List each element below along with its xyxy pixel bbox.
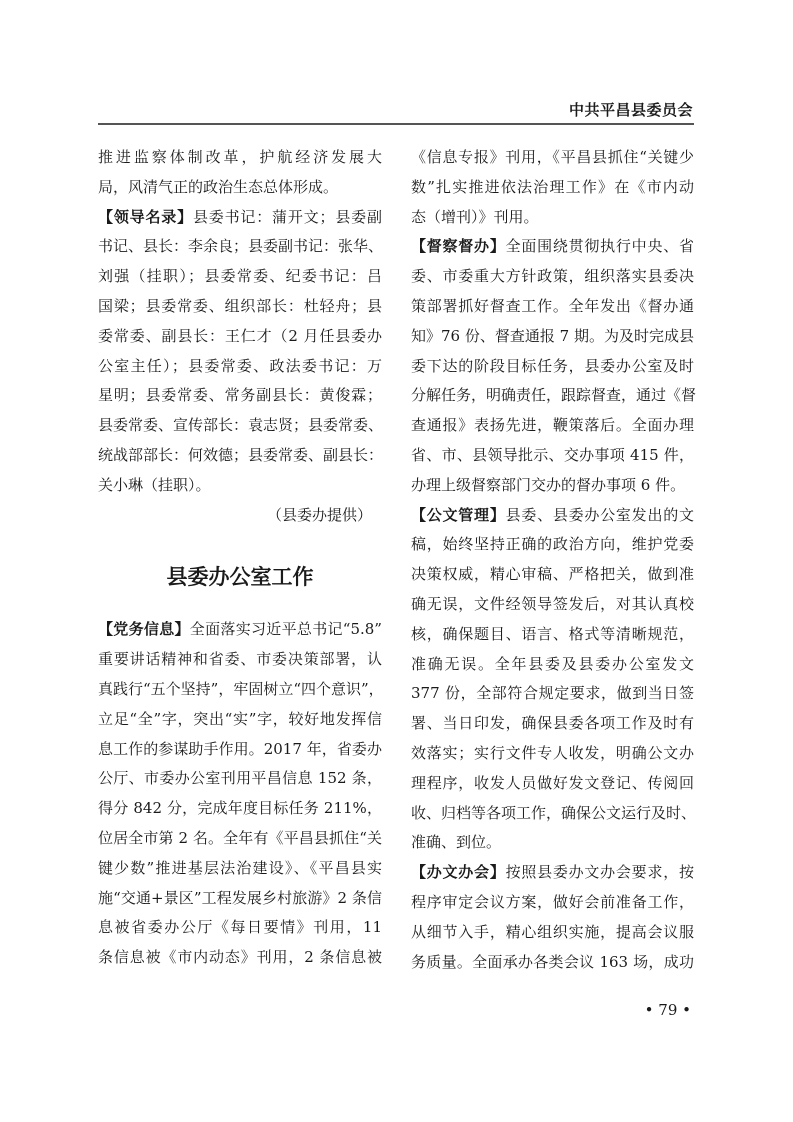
line-text: 数”扎实推进依法治理工作》在《市内动 (411, 177, 694, 196)
line-text: 刘强（挂职）；县委常委、纪委书记：吕 (98, 267, 382, 286)
line-text: 态（增刊）》刊用。 (411, 207, 539, 226)
text-line (411, 918, 694, 948)
page-number: • 79 • (644, 1001, 691, 1019)
text-line (411, 441, 694, 471)
text-line (411, 560, 694, 590)
text-line (98, 411, 382, 441)
text-line (411, 709, 694, 739)
line-text: 条信息被《市内动态》刊用，2 条信息被 (98, 948, 382, 967)
line-text: 从细节入手，精心组织实施，提高会议服 (411, 922, 694, 941)
text-line (411, 769, 694, 799)
line-text: 位居全市第 2 名。全年有《平昌县抓住“关 (98, 828, 382, 847)
text-line (98, 675, 382, 705)
text-line (98, 615, 382, 645)
line-text: 知》76 份、督查通报 7 期。为及时完成县 (411, 326, 694, 345)
text-line (98, 943, 382, 973)
paragraph-label: 【公文管理】 (411, 505, 506, 524)
line-text: 收、归档等各项工作，确保公文运行及时、 (411, 803, 697, 822)
line-text: 书记、县长：李余良；县委副书记：张华、 (98, 237, 384, 256)
paragraph (98, 143, 382, 203)
text-line (411, 828, 694, 858)
line-text: 策部署抓好督查工作。全年发出《督办通 (411, 296, 694, 315)
text-line (98, 764, 382, 794)
line-text: 息被省委办公厅《每日要情》刊用，11 (98, 918, 382, 937)
paragraph (411, 143, 694, 232)
text-line (411, 322, 694, 352)
line-text: 办理上级督察部门交办的督办事项 6 件。 (411, 475, 686, 494)
section-title: 县委办公室工作 (166, 564, 314, 590)
right-paragraphs (411, 143, 697, 977)
text-line (411, 352, 694, 382)
text-line (98, 262, 382, 292)
text-line (411, 173, 694, 203)
text-line (411, 381, 697, 411)
line-text: 全面落实习近平总书记“5.8” (189, 620, 382, 639)
line-text: 程序审定会议方案，做好会前准备工作， (411, 892, 694, 911)
text-line (411, 411, 694, 441)
line-text: 县委常委、宣传部长：袁志贤；县委常委、 (98, 416, 384, 435)
line-text: 施“交通+景区”工程发展乡村旅游》2 条信 (98, 888, 382, 907)
text-line (98, 322, 382, 352)
line-text: 署、当日印发，确保县委各项工作及时有 (411, 714, 694, 733)
line-text: 省、市、县领导批示、交办事项 415 件， (411, 445, 694, 464)
line-text: 按照县委办文办会要求，按 (505, 863, 694, 882)
text-line (411, 620, 694, 650)
text-line (98, 203, 382, 233)
text-line (411, 292, 694, 322)
text-line (98, 854, 382, 884)
text-line (98, 143, 382, 173)
paragraph-label: 【督察督办】 (411, 237, 506, 256)
line-text: 稿，始终坚持正确的政治方向，维护党委 (411, 535, 694, 554)
text-line (98, 232, 382, 262)
line-text: 委常委、副县长：王仁才（2 月任县委办 (98, 326, 382, 345)
line-text: 务质量。全面承办各类会议 163 场，成功 (411, 952, 694, 971)
labeled-paragraph (411, 232, 697, 500)
text-line (98, 471, 382, 501)
line-text: 国梁；县委常委、组织部长：杜轻舟；县 (98, 296, 382, 315)
left-paragraphs-top (98, 143, 382, 501)
text-line (411, 203, 694, 233)
line-text: 公室主任）；县委常委、政法委书记：万 (98, 356, 382, 375)
labeled-paragraph (411, 858, 694, 977)
text-line (411, 530, 694, 560)
running-header: 中共平昌县委员会 (568, 101, 693, 119)
line-text: 理程序，收发人员做好发文登记、传阅回 (411, 773, 694, 792)
text-line (98, 352, 382, 382)
text-line (98, 794, 382, 824)
paragraph-label: 【办文办会】 (411, 863, 506, 882)
line-text: 关小琳（挂职）。 (98, 475, 211, 494)
line-text: 确无误，文件经领导签发后，对其认真校 (411, 594, 694, 613)
text-line (411, 679, 694, 709)
line-text: 决策权威，精心审稿、严格把关，做到准 (411, 565, 694, 584)
text-line (411, 590, 694, 620)
right-column (411, 143, 697, 977)
labeled-paragraph (411, 501, 697, 859)
paragraph-label: 【领导名录】 (98, 207, 193, 226)
line-text: 公厅、市委办公室刊用平昌信息 152 条， (98, 769, 382, 788)
line-text: 准确、到位。 (411, 833, 502, 852)
text-line (411, 888, 694, 918)
text-line (98, 645, 382, 675)
text-line (411, 471, 694, 501)
text-line (98, 735, 382, 765)
line-text: 星明；县委常委、常务副县长：黄俊霖； (98, 386, 382, 405)
text-line (411, 739, 694, 769)
line-text: 统战部部长：何效德；县委常委、副县长： (98, 445, 384, 464)
line-text: 核，确保题目、语言、格式等清晰规范， (411, 624, 694, 643)
text-line (411, 799, 697, 829)
line-text: 真践行“五个坚持”，牢固树立“四个意识”， (98, 679, 384, 698)
paragraph-label: 【党务信息】 (98, 620, 190, 639)
line-text: 《信息专报》刊用，《平昌县抓住“关键少 (411, 148, 694, 166)
line-text: 效落实；实行文件专人收发，明确公文办 (411, 743, 694, 762)
text-line (411, 650, 694, 680)
text-line (411, 501, 694, 531)
line-text: 立足“全”字，突出“实”字，较好地发挥信 (98, 709, 382, 728)
text-line (98, 381, 382, 411)
line-text: 得分 842 分，完成年度目标任务 211%， (98, 799, 382, 818)
left-paragraphs-bottom (98, 615, 382, 973)
text-line (98, 292, 382, 322)
text-line (98, 441, 382, 471)
line-text: 委、市委重大方针政策，组织落实县委决 (411, 267, 694, 286)
line-text: 全面围绕贯彻执行中央、省 (505, 237, 694, 256)
text-line (98, 173, 382, 203)
line-text: 委下达的阶段目标任务，县委办公室及时 (411, 356, 694, 375)
left-column (98, 143, 382, 973)
line-text: 查通报》表扬先进，鞭策落后。全面办理 (411, 416, 694, 435)
line-text: 重要讲话精神和省委、市委决策部署，认 (98, 650, 382, 669)
line-text: 键少数”推进基层法治建设》、《平昌县实 (98, 858, 382, 877)
labeled-paragraph (98, 615, 382, 973)
text-line (411, 232, 694, 262)
line-text: 推进监察体制改革，护航经济发展大 (98, 148, 382, 166)
line-text: 息工作的参谋助手作用。2017 年，省委办 (98, 739, 382, 758)
text-line (98, 913, 382, 943)
line-text: 县委书记：蒲开文；县委副 (192, 207, 382, 226)
labeled-paragraph (98, 203, 382, 501)
line-text: 县委、县委办公室发出的文 (505, 505, 694, 524)
text-line (98, 824, 382, 854)
text-line (411, 948, 694, 978)
line-text: 377 份，全部符合规定要求，做到当日签 (411, 684, 694, 703)
header-rule (98, 123, 694, 125)
line-text: 准确无误。全年县委及县委办公室发文 (411, 654, 694, 673)
line-text: 分解任务，明确责任，跟踪督查，通过《督 (411, 386, 697, 405)
text-line (98, 705, 382, 735)
text-line (411, 262, 694, 292)
source-credit: （县委办提供） (266, 505, 372, 524)
text-line (411, 143, 694, 173)
text-line (98, 884, 382, 914)
text-line (411, 858, 694, 888)
line-text: 局，风清气正的政治生态总体形成。 (98, 177, 339, 196)
